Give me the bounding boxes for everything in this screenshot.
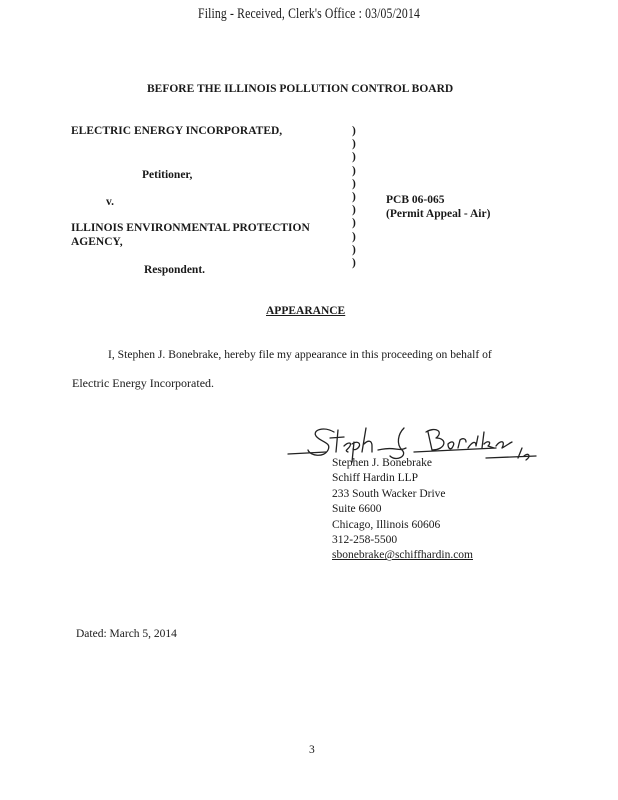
petitioner-name: ELECTRIC ENERGY INCORPORATED, bbox=[71, 125, 283, 137]
respondent-name-line1: ILLINOIS ENVIRONMENTAL PROTECTION bbox=[71, 222, 310, 234]
caption-paren: ) bbox=[352, 138, 356, 151]
appearance-paragraph-line1: I, Stephen J. Bonebrake, hereby file my appearance in this proceeding on behalf of bbox=[108, 348, 492, 361]
caption-paren: ) bbox=[352, 125, 356, 137]
versus-label: v. bbox=[106, 196, 114, 208]
caption-paren: ) bbox=[352, 217, 356, 230]
case-number: PCB 06-065 bbox=[386, 194, 445, 206]
caption-paren: ) bbox=[352, 164, 356, 177]
petitioner-label: Petitioner, bbox=[142, 169, 193, 181]
caption-paren: ) bbox=[352, 230, 356, 243]
respondent-label: Respondent. bbox=[144, 264, 206, 276]
filing-stamp-header: Filing - Received, Clerk's Office : 03/05/2014 bbox=[198, 6, 420, 22]
board-title: BEFORE THE ILLINOIS POLLUTION CONTROL BOARD bbox=[147, 83, 454, 95]
caption-paren: ) bbox=[352, 204, 356, 217]
caption-paren: ) bbox=[352, 151, 356, 164]
dated-line: Dated: March 5, 2014 bbox=[76, 628, 177, 640]
signature-address-block bbox=[332, 456, 473, 564]
suite-number: Suite 6600 bbox=[332, 503, 382, 516]
city-state-zip: Chicago, Illinois 60606 bbox=[332, 518, 441, 531]
caption-paren-column bbox=[352, 125, 356, 270]
firm-name: Schiff Hardin LLP bbox=[332, 472, 419, 485]
email-link[interactable]: sbonebrake@schiffhardin.com bbox=[332, 549, 473, 562]
case-type: (Permit Appeal - Air) bbox=[386, 208, 491, 220]
page-number: 3 bbox=[309, 744, 315, 756]
attorney-name: Stephen J. Bonebrake bbox=[332, 457, 432, 469]
caption-paren: ) bbox=[352, 191, 356, 204]
appearance-paragraph-line2: Electric Energy Incorporated. bbox=[72, 376, 215, 390]
phone-number: 312-258-5500 bbox=[332, 534, 398, 547]
caption-paren: ) bbox=[352, 177, 356, 190]
caption-paren: ) bbox=[352, 257, 356, 270]
respondent-name-line2: AGENCY, bbox=[71, 236, 123, 248]
appearance-heading: APPEARANCE bbox=[266, 305, 346, 317]
street-address: 233 South Wacker Drive bbox=[332, 487, 446, 500]
caption-paren: ) bbox=[352, 243, 356, 256]
